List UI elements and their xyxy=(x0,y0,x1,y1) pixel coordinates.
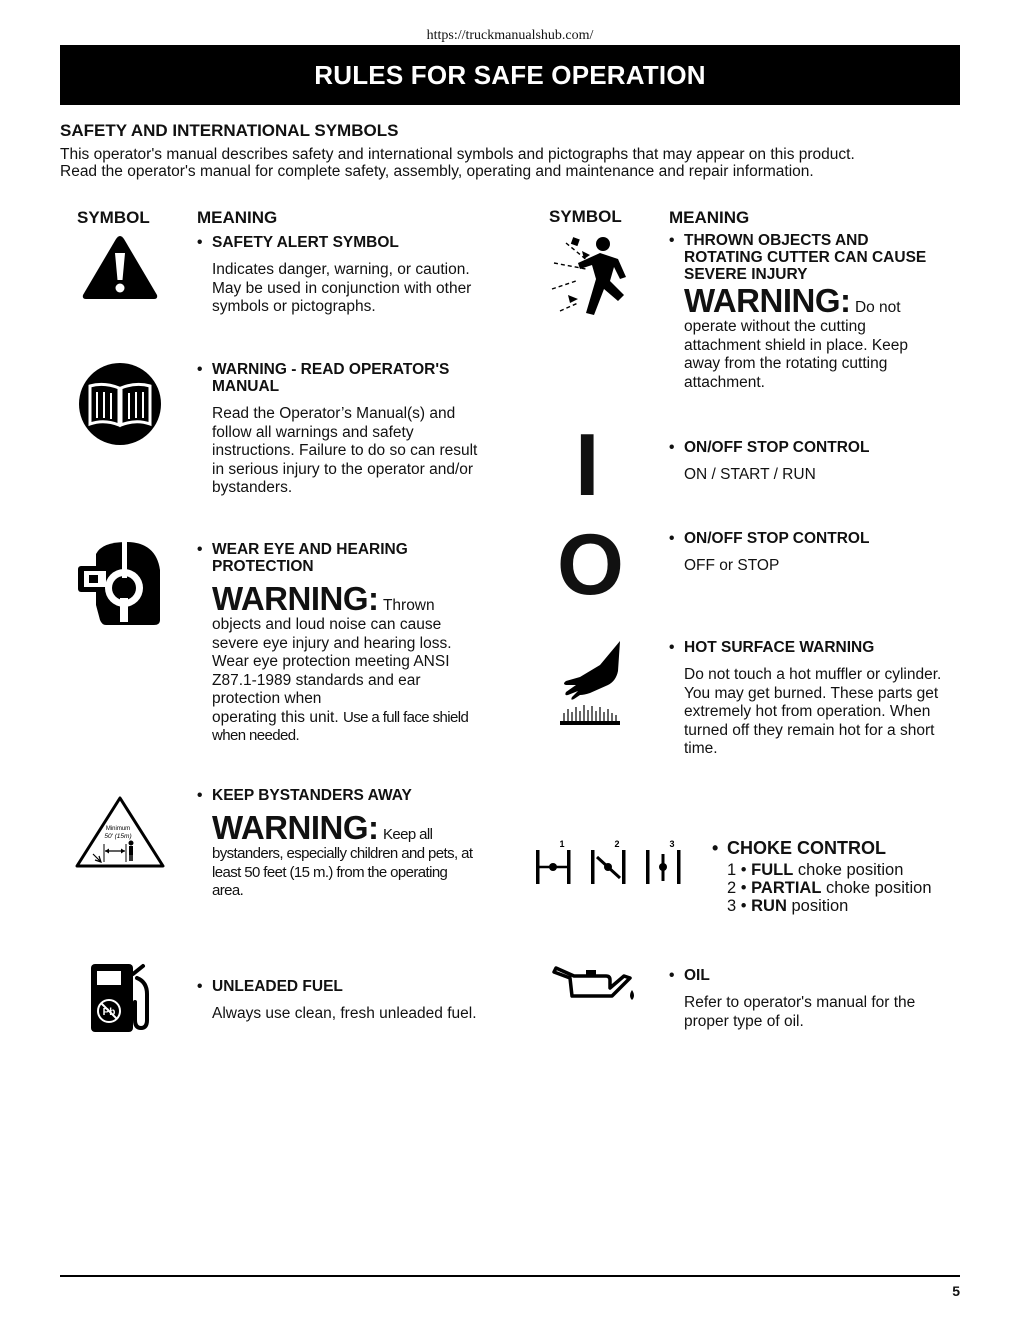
entry-title: ON/OFF STOP CONTROL xyxy=(684,439,870,456)
open-book-icon xyxy=(78,362,162,446)
section-heading: SAFETY AND INTERNATIONAL SYMBOLS xyxy=(60,121,399,140)
warning-label: WARNING: xyxy=(212,580,379,617)
entry-body-condensed: Use a full face shield when needed. xyxy=(212,708,469,744)
entry-body: ON / START / RUN xyxy=(684,466,816,483)
entry-body: bystanders, especially children and pets, at least 50 feet (15 m.) from the operating area. xyxy=(212,845,473,899)
choke-line-run: 3 • RUN position xyxy=(727,897,849,915)
meaning-column-heading: MEANING xyxy=(197,208,278,227)
unleaded-fuel-entry: • UNLEADED FUEL Always use clean, fresh unleaded fuel. xyxy=(197,978,507,1024)
footer-divider xyxy=(60,1275,960,1277)
choke-position-label: 3 xyxy=(669,839,675,849)
entry-title: THROWN OBJECTS AND xyxy=(684,232,869,249)
bystanders-triangle-icon xyxy=(75,796,165,868)
oil-can-icon xyxy=(552,966,636,1006)
symbol-column-heading: SYMBOL xyxy=(549,207,622,226)
page-number: 5 xyxy=(952,1283,960,1299)
entry-title: OIL xyxy=(684,967,710,984)
entry-body: Refer to operator's manual for the proper type of oil. xyxy=(684,994,916,1030)
source-url: https://truckmanualshub.com/ xyxy=(426,28,594,43)
on-symbol: I xyxy=(575,415,600,514)
bystanders-entry: • KEEP BYSTANDERS AWAY WARNING: Keep all bystanders, especially children and pets, at least 50 feet (15 m.) from the operating area. xyxy=(197,787,487,901)
thrown-objects-entry: • THROWN OBJECTS AND ROTATING CUTTER CAN CAUSE SEVERE INJURY WARNING: Do not operate without the cutting attachment shield in place. Keep away from the rotating cutting attachment. xyxy=(669,232,964,392)
read-manual-entry: • WARNING - READ OPERATOR'S MANUAL Read the Operator’s Manual(s) and follow all warnings and safety instructions. Failure to do so can result in serious injury to the operator and/or bystanders. xyxy=(197,361,497,498)
entry-body: Indicates danger, warning, or caution. May be used in conjunction with other symbols or pictographs. xyxy=(212,261,472,315)
intro-line: Read the operator's manual for complete safety, assembly, operating and maintenance and repair information. xyxy=(60,163,814,180)
eye-ear-protection-icon xyxy=(76,540,162,626)
oil-entry: • OIL Refer to operator's manual for the proper type of oil. xyxy=(669,967,959,1031)
choke-line-full: 1 • FULL choke position xyxy=(727,861,904,879)
fuel-pump-icon xyxy=(87,962,157,1034)
choke-position-label: 1 xyxy=(559,839,565,849)
entry-body: Read the Operator’s Manual(s) and follow all warnings and safety instructions. Failure to do so can result in serious injury to the operator and/or bystanders. xyxy=(212,405,478,496)
entry-title: ROTATING CUTTER CAN CAUSE xyxy=(684,249,927,266)
entry-body: objects and loud noise can cause severe eye injury and hearing loss. Wear eye protection meeting ANSI Z87.1-1989 standards and ear protection when xyxy=(212,616,452,707)
warning-lead-text: Do not xyxy=(854,299,901,316)
hot-surface-entry: • HOT SURFACE WARNING Do not touch a hot muffler or cylinder. You may get burned. These parts get extremely hot from operation. When turned off they remain hot for a short time. xyxy=(669,639,964,759)
choke-positions-icon xyxy=(533,838,685,888)
symbol-column-heading: SYMBOL xyxy=(77,208,150,227)
page-banner-title: RULES FOR SAFE OPERATION xyxy=(60,45,960,105)
entry-title: MANUAL xyxy=(212,378,280,395)
icon-text-distance: 50' (15m) xyxy=(104,833,132,840)
eye-hearing-entry: • WEAR EYE AND HEARING PROTECTION WARNING: Thrown objects and loud noise can cause severe eye injury and hearing loss. Wear eye protection meeting ANSI Z87.1-1989 standards and ear protection when operating this unit. Use a full face shield when needed. xyxy=(197,541,487,746)
entry-body: operating this unit. xyxy=(212,708,339,726)
entry-title: KEEP BYSTANDERS AWAY xyxy=(212,787,412,804)
entry-body: operate without the cutting attachment shield in place. Keep away from the rotating cutting attachment. xyxy=(684,318,909,391)
choke-position-label: 2 xyxy=(614,839,620,849)
safety-alert-entry: • SAFETY ALERT SYMBOL Indicates danger, warning, or caution. May be used in conjunction with other symbols or pictographs. xyxy=(197,234,497,317)
off-symbol: O xyxy=(557,517,624,613)
warning-triangle-icon xyxy=(81,233,159,301)
entry-body: Always use clean, fresh unleaded fuel. xyxy=(212,1005,477,1022)
warning-label: WARNING: xyxy=(684,282,851,319)
entry-title: WARNING - READ OPERATOR'S xyxy=(212,361,450,378)
svg-text:Pb: Pb xyxy=(102,1007,116,1018)
on-control-entry: • ON/OFF STOP CONTROL ON / START / RUN xyxy=(669,439,959,485)
hot-surface-hand-icon xyxy=(560,641,620,727)
warning-lead-text: Thrown xyxy=(382,597,435,614)
icon-text-minimum: Minimum xyxy=(105,826,131,832)
entry-title: ON/OFF STOP CONTROL xyxy=(684,530,870,547)
intro-paragraph xyxy=(60,146,960,180)
entry-title: WEAR EYE AND HEARING xyxy=(212,541,408,558)
entry-body: Do not touch a hot muffler or cylinder. You may get burned. These parts get extremely hot from operation. When turned off they remain hot for a short time. xyxy=(684,666,942,757)
choke-line-partial: 2 • PARTIAL choke position xyxy=(727,879,932,897)
warning-lead-text: Keep all xyxy=(382,826,433,843)
entry-title: SAFETY ALERT SYMBOL xyxy=(212,234,399,251)
meaning-column-heading: MEANING xyxy=(669,208,750,227)
entry-title: PROTECTION xyxy=(212,558,314,575)
entry-title: HOT SURFACE WARNING xyxy=(684,639,875,656)
warning-label: WARNING: xyxy=(212,809,379,846)
entry-body: OFF or STOP xyxy=(684,557,780,574)
off-control-entry: • ON/OFF STOP CONTROL OFF or STOP xyxy=(669,530,959,576)
intro-line: This operator's manual describes safety and international symbols and pictographs that may appear on this product. xyxy=(60,146,855,163)
entry-title: SEVERE INJURY xyxy=(684,266,808,283)
choke-control-entry: • CHOKE CONTROL 1 • FULL choke position 2 • PARTIAL choke position 3 • RUN position xyxy=(712,838,962,915)
entry-title: CHOKE CONTROL xyxy=(727,838,886,858)
entry-title: UNLEADED FUEL xyxy=(212,978,343,995)
thrown-objects-icon xyxy=(548,233,634,323)
